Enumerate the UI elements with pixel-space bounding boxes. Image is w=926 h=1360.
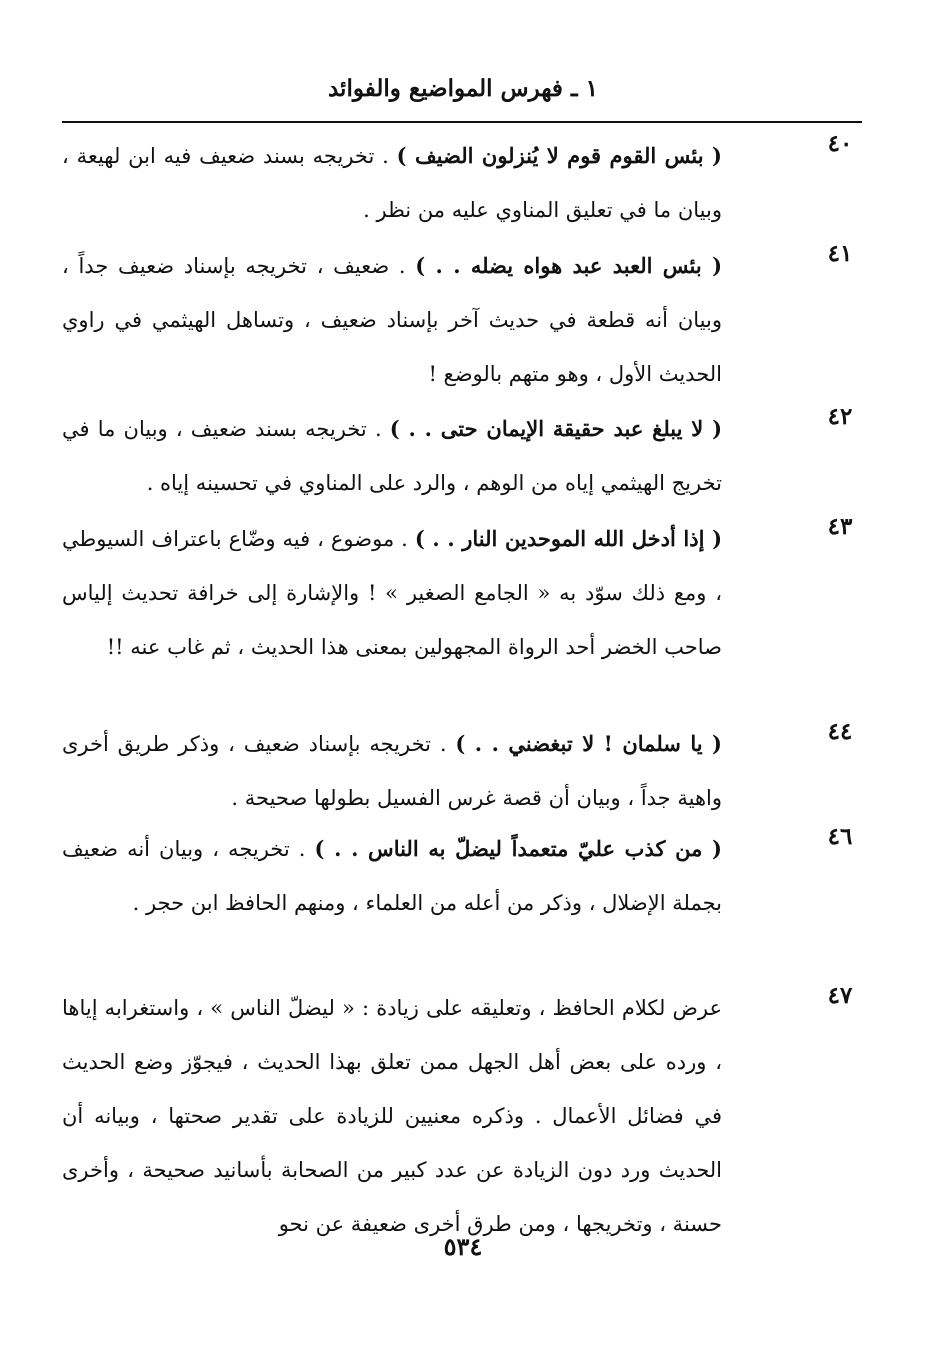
page-number: ٥٣٤: [443, 1232, 483, 1261]
entry-text: [62, 402, 722, 510]
entry-description: . تخريجه بإسناد ضعيف ، وذكر طريق أخرى واهية جداً ، وبيان أن قصة غرس الفسيل بطولها صحيحة .: [62, 732, 722, 810]
entry-text: [62, 822, 722, 930]
entry-description: . تخريجه بسند ضعيف ، وبيان ما في تخريج الهيثمي إياه من الوهم ، والرد على المناوي في تحسينه إياه .: [62, 417, 722, 495]
index-entry-42: [62, 402, 870, 510]
entry-title: ( بئس العبد عبد هواه يضله . . ): [415, 253, 723, 278]
entry-number: ٤٢: [827, 403, 853, 430]
entry-title: ( يا سلمان ! لا تبغضني . . ): [455, 731, 722, 756]
page-header: ١ ـ فهرس المواضيع والفوائد: [327, 75, 599, 102]
entry-text: [62, 981, 722, 1251]
index-entry-43: [62, 512, 870, 674]
entry-description: . تخريجه ، وبيان أنه ضعيف بجملة الإضلال ، وذكر من أعله من العلماء ، ومنهم الحافظ ابن حجر .: [62, 837, 722, 915]
index-entry-40: [62, 129, 870, 237]
entry-text: [62, 129, 722, 237]
entry-number: ٤٦: [827, 823, 853, 850]
entry-title: ( لا يبلغ عبد حقيقة الإيمان حتى . . ): [389, 416, 723, 441]
header-rule: [62, 121, 862, 123]
index-entry-41: [62, 239, 870, 401]
entry-text: [62, 512, 722, 674]
entry-text: [62, 717, 722, 825]
index-entry-46: [62, 822, 870, 930]
entry-number: ٤١: [827, 240, 853, 267]
entry-number: ٤٧: [827, 982, 853, 1009]
entry-text: [62, 239, 722, 401]
entry-description: . ضعيف ، تخريجه بإسناد ضعيف جداً ، وبيان أنه قطعة في حديث آخر بإسناد ضعيف ، وتساهل الهيثمي في راوي الحديث الأول ، وهو متهم بالوضع !: [62, 254, 722, 386]
entry-number: ٤٠: [827, 130, 853, 157]
entry-description: عرض لكلام الحافظ ، وتعليقه على زيادة : « ليضلّ الناس » ، واستغرابه إياها ، ورده على بعض أهل الجهل ممن تعلق بهذا الحديث ، فيجوّز وضع الحديث في فضائل الأعمال . وذكره معنيين للزيادة على تقدير صحتها ، وبيانه أن الحديث ورد دون الزيادة عن عدد كبير من الصحابة بأسانيد صحيحة ، وأخرى حسنة ، وتخريجها ، ومن طرق أخرى ضعيفة عن نحو: [62, 996, 722, 1236]
entry-number: ٤٣: [827, 513, 853, 540]
entry-title: ( من كذب عليّ متعمداً ليضلّ به الناس . . ): [314, 836, 722, 861]
entry-title: ( إذا أدخل الله الموحدين النار . . ): [414, 526, 723, 551]
index-entry-44: [62, 717, 870, 825]
entry-number: ٤٤: [827, 718, 853, 745]
entry-description: . تخريجه بسند ضعيف فيه ابن لهيعة ، وبيان ما في تعليق المناوي عليه من نظر .: [62, 144, 722, 222]
entry-title: ( بئس القوم قوم لا يُنزلون الضيف ): [396, 143, 722, 168]
index-entry-47: [62, 981, 870, 1251]
entry-description: . موضوع ، فيه وضّاع باعتراف السيوطي ، ومع ذلك سوّد به « الجامع الصغير » ! والإشارة إلى خرافة تحديث إلياس صاحب الخضر أحد الرواة المجهولين بمعنى هذا الحديث ، ثم غاب عنه !!: [62, 527, 722, 659]
